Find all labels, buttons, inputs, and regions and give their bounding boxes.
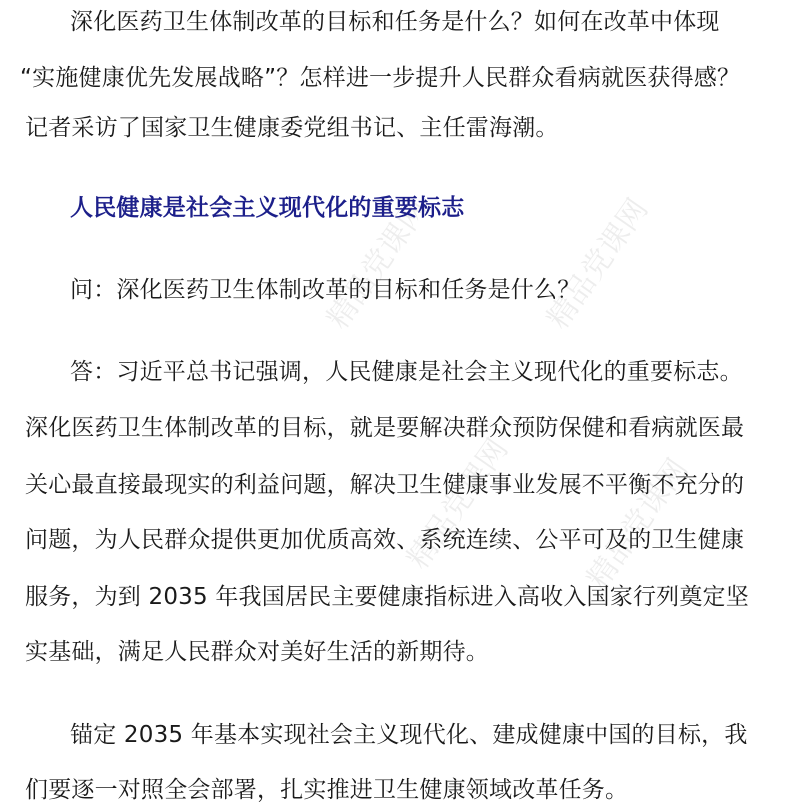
intro-line: “实施健康优先发展战略”？怎样进一步提升人民群众看病就医获得感？ <box>20 65 741 91</box>
watermark-text: 精品党课网 <box>540 192 656 336</box>
watermark-text: 精品党课网 <box>580 452 696 596</box>
watermark-text: 精品党课网 <box>400 432 516 576</box>
answer-line: 深化医药卫生体制改革的目标，就是要解决群众预防保健和看病就医最 <box>25 415 745 441</box>
closing-line: 锚定 2035 年基本实现社会主义现代化、建成健康中国的目标，我 <box>70 722 748 748</box>
answer-line: 问题，为人民群众提供更加优质高效、系统连续、公平可及的卫生健康 <box>25 527 745 553</box>
watermark-text: 精品党课网 <box>320 192 436 336</box>
closing-line: 们要逐一对照全会部署，扎实推进卫生健康领域改革任务。 <box>25 777 629 803</box>
answer-line: 答：习近平总书记强调，人民健康是社会主义现代化的重要标志。 <box>70 359 743 385</box>
intro-line: 深化医药卫生体制改革的目标和任务是什么？如何在改革中体现 <box>70 9 720 35</box>
intro-line: 记者采访了国家卫生健康委党组书记、主任雷海潮。 <box>25 115 559 141</box>
answer-line: 关心最直接最现实的利益问题，解决卫生健康事业发展不平衡不充分的 <box>25 472 745 498</box>
section-heading: 人民健康是社会主义现代化的重要标志 <box>70 195 465 221</box>
answer-line: 服务，为到 2035 年我国居民主要健康指标进入高收入国家行列奠定坚 <box>25 584 749 610</box>
answer-line: 实基础，满足人民群众对美好生活的新期待。 <box>25 639 489 665</box>
question: 问：深化医药卫生体制改革的目标和任务是什么？ <box>70 277 581 303</box>
